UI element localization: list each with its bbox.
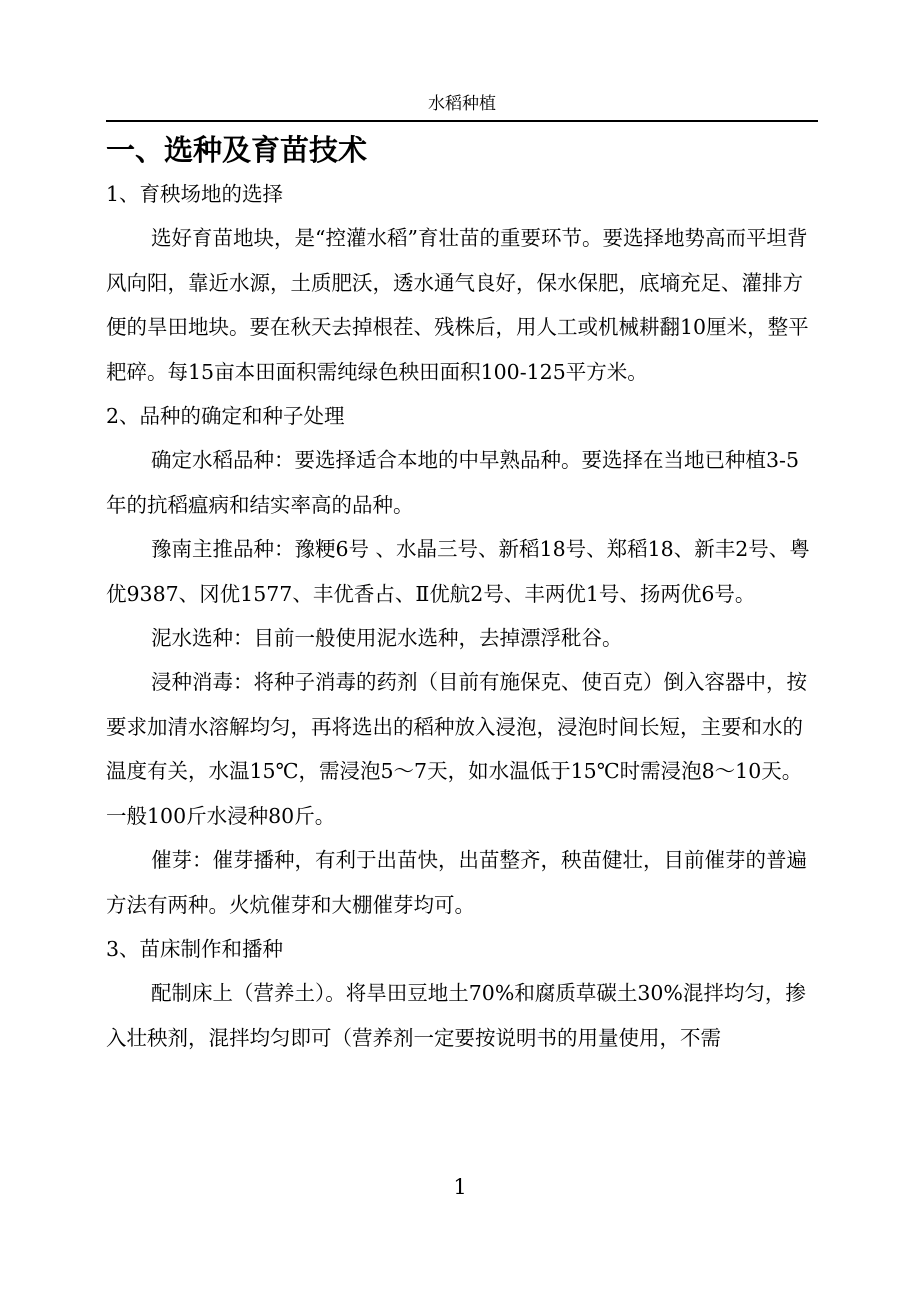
section-title: 1、育秧场地的选择 xyxy=(106,182,284,206)
section-title: 2、品种的确定和种子处理 xyxy=(106,404,345,429)
page-number: 1 xyxy=(453,1175,467,1199)
paragraph: 选好育苗地块，是“控灌水稻”育壮苗的重要环节。要选择地势高而平坦背风向阳，靠近水源，土质肥沃，透水通气良好，保水保肥，底墒充足、灌排方便的旱田地块。要在秋天去掉根茬、残株后，用人工或机械耕翻10厘米，整平耙碎。每15亩本田面积需纯绿色秧田面积100-125平方米。 xyxy=(106,226,809,384)
paragraph: 浸种消毒：将种子消毒的药剂（目前有施保克、使百克）倒入容器中，按要求加清水溶解均匀，再将选出的稻种放入浸泡，浸泡时间长短，主要和水的温度有关，水温15℃，需浸泡5～7天，如水温低于15℃时需浸泡8～10天。一般100斤水浸种80斤。 xyxy=(106,670,807,828)
paragraph: 催芽：催芽播种，有利于出苗快，出苗整齐，秧苗健壮，目前催芽的普遍方法有两种。火炕催芽和大棚催芽均可。 xyxy=(106,848,807,917)
paragraph: 配制床上（营养土）。将旱田豆地土70%和腐质草碳土30%混拌均匀，掺入壮秧剂，混拌均匀即可（营养剂一定要按说明书的用量使用，不需 xyxy=(106,981,806,1050)
paragraph: 泥水选种：目前一般使用泥水选种，去掉漂浮秕谷。 xyxy=(151,626,623,651)
section-title: 3、苗床制作和播种 xyxy=(106,936,284,961)
header-divider xyxy=(106,120,818,122)
running-header: 水稻种植 xyxy=(428,94,496,114)
paragraph: 豫南主推品种：豫粳6号 、水晶三号、新稻18号、郑稻18、新丰2号、粤优9387、冈优1577、丰优香占、Ⅱ优航2号、丰两优1号、扬两优6号。 xyxy=(106,537,810,606)
chapter-heading: 一、选种及育苗技术 xyxy=(106,133,368,167)
paragraph: 确定水稻品种：要选择适合本地的中早熟品种。要选择在当地已种植3-5年的抗稻瘟病和结实率高的品种。 xyxy=(106,448,800,517)
document-body xyxy=(106,172,818,1060)
